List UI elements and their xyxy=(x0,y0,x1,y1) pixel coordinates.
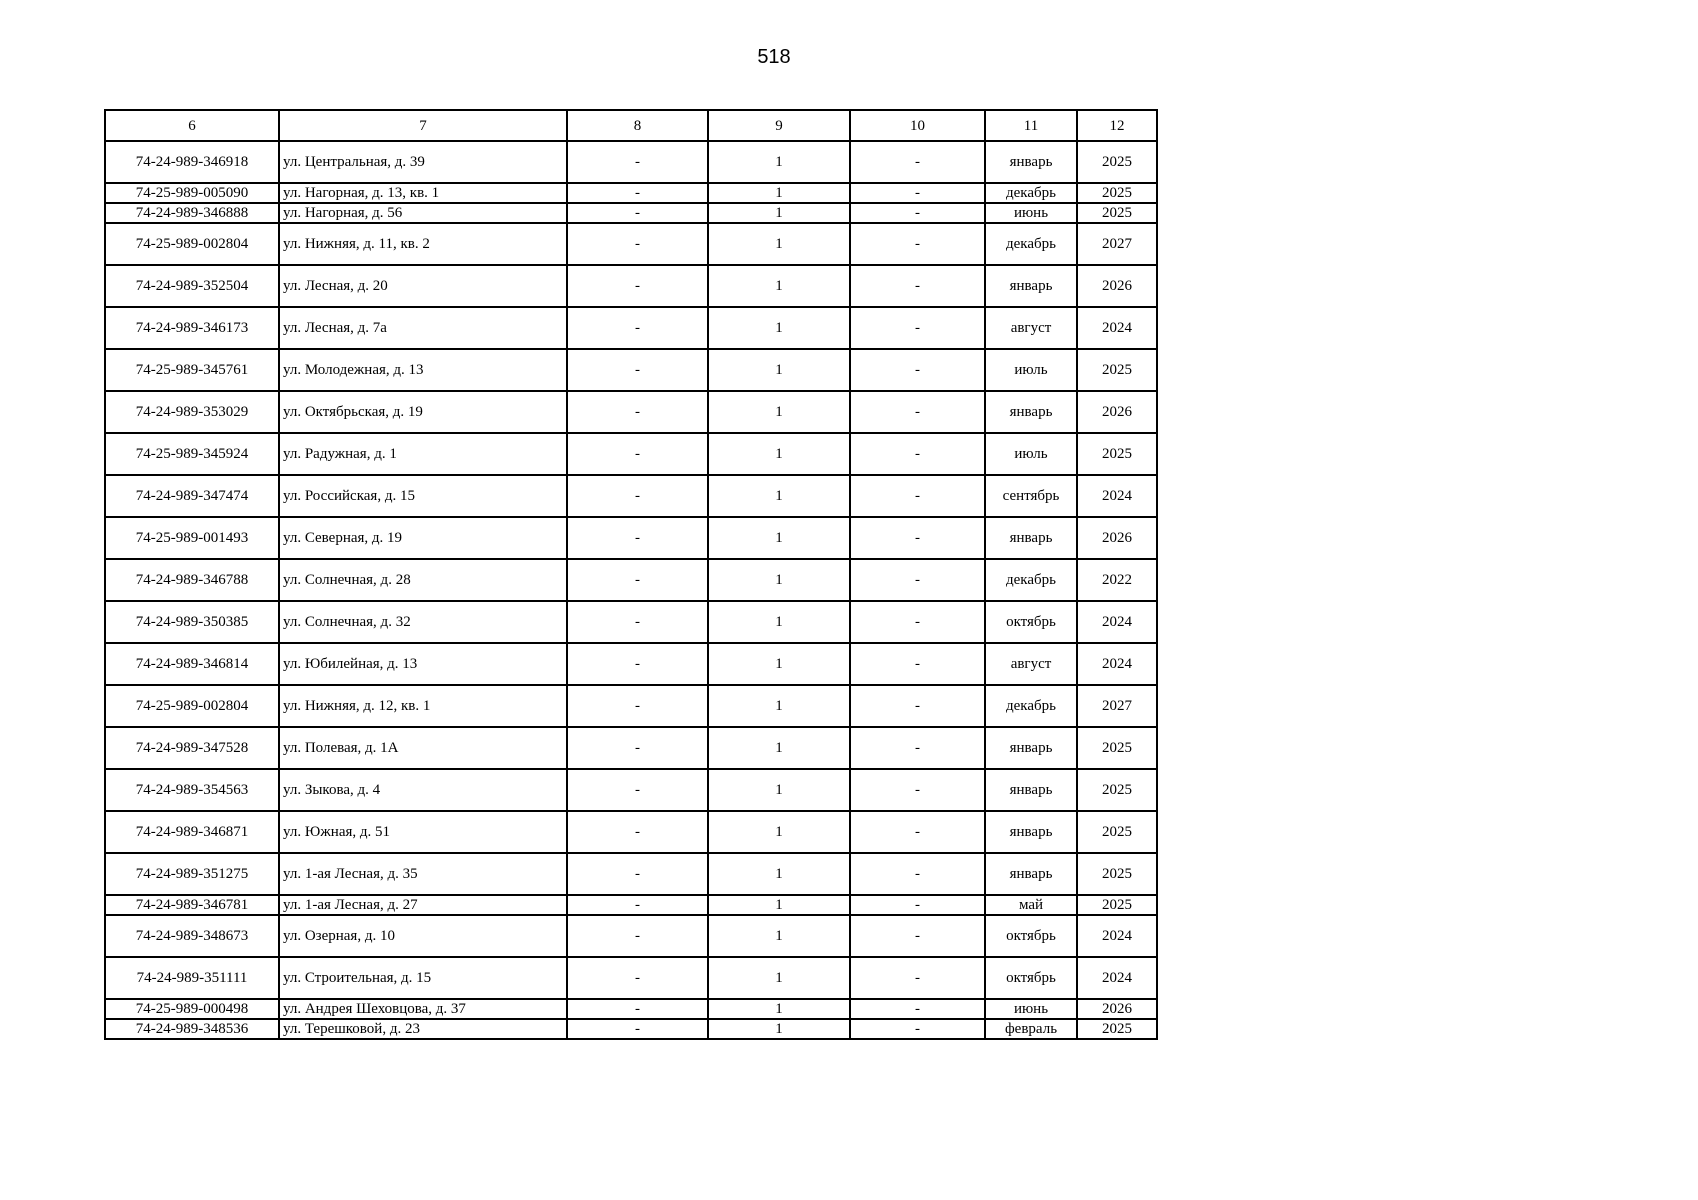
cadastral-number-cell: 74-24-989-350385 xyxy=(105,601,279,643)
table-row xyxy=(105,349,1157,391)
month-cell: январь xyxy=(985,727,1077,769)
month-cell: декабрь xyxy=(985,183,1077,203)
cadastral-number-cell: 74-24-989-346871 xyxy=(105,811,279,853)
count-cell: 1 xyxy=(708,999,850,1019)
address-cell: ул. Октябрьская, д. 19 xyxy=(279,391,567,433)
column-header: 9 xyxy=(708,110,850,141)
column-header: 12 xyxy=(1077,110,1157,141)
column-8-cell: - xyxy=(567,349,708,391)
column-8-cell: - xyxy=(567,223,708,265)
address-cell: ул. Зыкова, д. 4 xyxy=(279,769,567,811)
year-cell: 2022 xyxy=(1077,559,1157,601)
column-8-cell: - xyxy=(567,391,708,433)
address-cell: ул. Полевая, д. 1А xyxy=(279,727,567,769)
column-10-cell: - xyxy=(850,391,985,433)
year-cell: 2025 xyxy=(1077,349,1157,391)
table-row xyxy=(105,915,1157,957)
column-8-cell: - xyxy=(567,475,708,517)
address-cell: ул. Российская, д. 15 xyxy=(279,475,567,517)
column-8-cell: - xyxy=(567,853,708,895)
table-row xyxy=(105,517,1157,559)
column-10-cell: - xyxy=(850,307,985,349)
column-8-cell: - xyxy=(567,727,708,769)
table-row xyxy=(105,957,1157,999)
cadastral-number-cell: 74-24-989-353029 xyxy=(105,391,279,433)
month-cell: октябрь xyxy=(985,915,1077,957)
address-cell: ул. Юбилейная, д. 13 xyxy=(279,643,567,685)
year-cell: 2025 xyxy=(1077,203,1157,223)
cadastral-number-cell: 74-24-989-346173 xyxy=(105,307,279,349)
column-8-cell: - xyxy=(567,433,708,475)
address-cell: ул. Строительная, д. 15 xyxy=(279,957,567,999)
year-cell: 2024 xyxy=(1077,915,1157,957)
month-cell: декабрь xyxy=(985,559,1077,601)
month-cell: декабрь xyxy=(985,685,1077,727)
year-cell: 2025 xyxy=(1077,853,1157,895)
column-10-cell: - xyxy=(850,265,985,307)
year-cell: 2027 xyxy=(1077,685,1157,727)
table-row xyxy=(105,685,1157,727)
year-cell: 2025 xyxy=(1077,141,1157,183)
column-8-cell: - xyxy=(567,601,708,643)
cadastral-number-cell: 74-24-989-347474 xyxy=(105,475,279,517)
table-row xyxy=(105,475,1157,517)
column-8-cell: - xyxy=(567,141,708,183)
column-8-cell: - xyxy=(567,559,708,601)
table-row xyxy=(105,999,1157,1019)
month-cell: январь xyxy=(985,265,1077,307)
count-cell: 1 xyxy=(708,559,850,601)
cadastral-number-cell: 74-25-989-345924 xyxy=(105,433,279,475)
cadastral-number-cell: 74-24-989-346781 xyxy=(105,895,279,915)
column-10-cell: - xyxy=(850,999,985,1019)
month-cell: октябрь xyxy=(985,957,1077,999)
cadastral-number-cell: 74-24-989-352504 xyxy=(105,265,279,307)
cadastral-number-cell: 74-25-989-001493 xyxy=(105,517,279,559)
cadastral-number-cell: 74-25-989-005090 xyxy=(105,183,279,203)
count-cell: 1 xyxy=(708,349,850,391)
column-8-cell: - xyxy=(567,957,708,999)
month-cell: январь xyxy=(985,811,1077,853)
table-row xyxy=(105,811,1157,853)
cadastral-number-cell: 74-25-989-002804 xyxy=(105,223,279,265)
year-cell: 2025 xyxy=(1077,811,1157,853)
table-row xyxy=(105,183,1157,203)
column-10-cell: - xyxy=(850,727,985,769)
column-header: 6 xyxy=(105,110,279,141)
address-cell: ул. Нижняя, д. 12, кв. 1 xyxy=(279,685,567,727)
column-10-cell: - xyxy=(850,643,985,685)
year-cell: 2025 xyxy=(1077,727,1157,769)
count-cell: 1 xyxy=(708,183,850,203)
address-cell: ул. Солнечная, д. 32 xyxy=(279,601,567,643)
year-cell: 2024 xyxy=(1077,643,1157,685)
table-row xyxy=(105,265,1157,307)
month-cell: сентябрь xyxy=(985,475,1077,517)
cadastral-number-cell: 74-25-989-345761 xyxy=(105,349,279,391)
cadastral-number-cell: 74-24-989-351275 xyxy=(105,853,279,895)
table-row xyxy=(105,727,1157,769)
year-cell: 2024 xyxy=(1077,475,1157,517)
table-row xyxy=(105,141,1157,183)
month-cell: январь xyxy=(985,517,1077,559)
count-cell: 1 xyxy=(708,685,850,727)
month-cell: июль xyxy=(985,433,1077,475)
table-body xyxy=(105,110,1157,1039)
table-row xyxy=(105,307,1157,349)
count-cell: 1 xyxy=(708,853,850,895)
column-10-cell: - xyxy=(850,853,985,895)
column-10-cell: - xyxy=(850,223,985,265)
column-header: 8 xyxy=(567,110,708,141)
column-10-cell: - xyxy=(850,685,985,727)
address-cell: ул. Радужная, д. 1 xyxy=(279,433,567,475)
year-cell: 2026 xyxy=(1077,391,1157,433)
month-cell: август xyxy=(985,307,1077,349)
column-8-cell: - xyxy=(567,643,708,685)
column-8-cell: - xyxy=(567,685,708,727)
year-cell: 2026 xyxy=(1077,999,1157,1019)
month-cell: январь xyxy=(985,141,1077,183)
table-row xyxy=(105,203,1157,223)
table-row xyxy=(105,1019,1157,1039)
column-10-cell: - xyxy=(850,1019,985,1039)
column-10-cell: - xyxy=(850,475,985,517)
cadastral-number-cell: 74-24-989-346918 xyxy=(105,141,279,183)
cadastral-number-cell: 74-24-989-354563 xyxy=(105,769,279,811)
page-number: 518 xyxy=(757,46,791,68)
column-8-cell: - xyxy=(567,999,708,1019)
column-10-cell: - xyxy=(850,559,985,601)
table-row xyxy=(105,769,1157,811)
address-cell: ул. Южная, д. 51 xyxy=(279,811,567,853)
count-cell: 1 xyxy=(708,141,850,183)
table-row xyxy=(105,391,1157,433)
year-cell: 2024 xyxy=(1077,601,1157,643)
month-cell: июнь xyxy=(985,203,1077,223)
month-cell: январь xyxy=(985,769,1077,811)
column-10-cell: - xyxy=(850,141,985,183)
cadastral-number-cell: 74-24-989-351111 xyxy=(105,957,279,999)
column-8-cell: - xyxy=(567,307,708,349)
column-10-cell: - xyxy=(850,915,985,957)
cadastral-number-cell: 74-24-989-348673 xyxy=(105,915,279,957)
column-10-cell: - xyxy=(850,957,985,999)
address-cell: ул. Нагорная, д. 13, кв. 1 xyxy=(279,183,567,203)
column-header: 10 xyxy=(850,110,985,141)
column-10-cell: - xyxy=(850,769,985,811)
count-cell: 1 xyxy=(708,475,850,517)
month-cell: декабрь xyxy=(985,223,1077,265)
address-cell: ул. Озерная, д. 10 xyxy=(279,915,567,957)
month-cell: январь xyxy=(985,853,1077,895)
count-cell: 1 xyxy=(708,517,850,559)
year-cell: 2025 xyxy=(1077,1019,1157,1039)
column-8-cell: - xyxy=(567,769,708,811)
count-cell: 1 xyxy=(708,957,850,999)
count-cell: 1 xyxy=(708,895,850,915)
count-cell: 1 xyxy=(708,307,850,349)
column-10-cell: - xyxy=(850,601,985,643)
year-cell: 2025 xyxy=(1077,433,1157,475)
count-cell: 1 xyxy=(708,601,850,643)
year-cell: 2024 xyxy=(1077,957,1157,999)
count-cell: 1 xyxy=(708,811,850,853)
address-cell: ул. Северная, д. 19 xyxy=(279,517,567,559)
column-10-cell: - xyxy=(850,433,985,475)
cadastral-number-cell: 74-25-989-000498 xyxy=(105,999,279,1019)
address-cell: ул. Молодежная, д. 13 xyxy=(279,349,567,391)
month-cell: февраль xyxy=(985,1019,1077,1039)
table-row xyxy=(105,559,1157,601)
address-cell: ул. Нагорная, д. 56 xyxy=(279,203,567,223)
count-cell: 1 xyxy=(708,769,850,811)
address-cell: ул. Терешковой, д. 23 xyxy=(279,1019,567,1039)
count-cell: 1 xyxy=(708,265,850,307)
table-row xyxy=(105,223,1157,265)
table-row xyxy=(105,895,1157,915)
column-8-cell: - xyxy=(567,203,708,223)
column-10-cell: - xyxy=(850,811,985,853)
address-cell: ул. Лесная, д. 7а xyxy=(279,307,567,349)
cadastral-number-cell: 74-24-989-348536 xyxy=(105,1019,279,1039)
header-row xyxy=(105,110,1157,141)
address-cell: ул. Нижняя, д. 11, кв. 2 xyxy=(279,223,567,265)
cadastral-number-cell: 74-24-989-346888 xyxy=(105,203,279,223)
column-10-cell: - xyxy=(850,895,985,915)
column-header: 7 xyxy=(279,110,567,141)
count-cell: 1 xyxy=(708,391,850,433)
address-cell: ул. 1-ая Лесная, д. 27 xyxy=(279,895,567,915)
table-row xyxy=(105,643,1157,685)
cadastral-number-cell: 74-25-989-002804 xyxy=(105,685,279,727)
address-cell: ул. 1-ая Лесная, д. 35 xyxy=(279,853,567,895)
year-cell: 2025 xyxy=(1077,895,1157,915)
year-cell: 2026 xyxy=(1077,265,1157,307)
month-cell: июль xyxy=(985,349,1077,391)
month-cell: январь xyxy=(985,391,1077,433)
month-cell: май xyxy=(985,895,1077,915)
cadastral-number-cell: 74-24-989-346814 xyxy=(105,643,279,685)
column-8-cell: - xyxy=(567,811,708,853)
cadastral-number-cell: 74-24-989-347528 xyxy=(105,727,279,769)
table-row xyxy=(105,853,1157,895)
column-10-cell: - xyxy=(850,517,985,559)
address-cell: ул. Центральная, д. 39 xyxy=(279,141,567,183)
column-10-cell: - xyxy=(850,349,985,391)
column-header: 11 xyxy=(985,110,1077,141)
count-cell: 1 xyxy=(708,727,850,769)
column-8-cell: - xyxy=(567,183,708,203)
year-cell: 2026 xyxy=(1077,517,1157,559)
count-cell: 1 xyxy=(708,1019,850,1039)
address-cell: ул. Лесная, д. 20 xyxy=(279,265,567,307)
month-cell: октябрь xyxy=(985,601,1077,643)
month-cell: август xyxy=(985,643,1077,685)
column-8-cell: - xyxy=(567,517,708,559)
table-row xyxy=(105,433,1157,475)
address-cell: ул. Солнечная, д. 28 xyxy=(279,559,567,601)
count-cell: 1 xyxy=(708,643,850,685)
count-cell: 1 xyxy=(708,203,850,223)
year-cell: 2027 xyxy=(1077,223,1157,265)
column-10-cell: - xyxy=(850,203,985,223)
month-cell: июнь xyxy=(985,999,1077,1019)
year-cell: 2025 xyxy=(1077,183,1157,203)
count-cell: 1 xyxy=(708,433,850,475)
column-8-cell: - xyxy=(567,895,708,915)
column-10-cell: - xyxy=(850,183,985,203)
year-cell: 2024 xyxy=(1077,307,1157,349)
count-cell: 1 xyxy=(708,915,850,957)
table-row xyxy=(105,601,1157,643)
year-cell: 2025 xyxy=(1077,769,1157,811)
address-cell: ул. Андрея Шеховцова, д. 37 xyxy=(279,999,567,1019)
column-8-cell: - xyxy=(567,265,708,307)
cadastral-number-cell: 74-24-989-346788 xyxy=(105,559,279,601)
column-8-cell: - xyxy=(567,915,708,957)
count-cell: 1 xyxy=(708,223,850,265)
column-8-cell: - xyxy=(567,1019,708,1039)
register-table xyxy=(104,109,1158,1040)
